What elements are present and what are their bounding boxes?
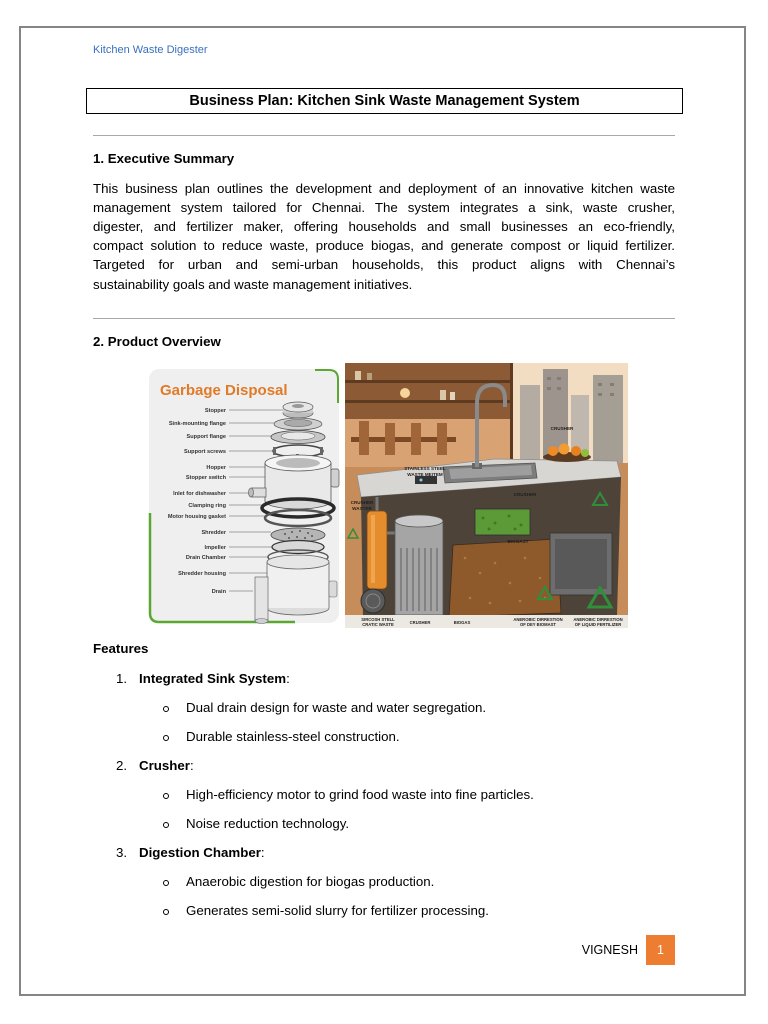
drain-cover (361, 589, 385, 613)
document-title-text: Business Plan: Kitchen Sink Waste Management System (189, 93, 580, 109)
feature-bullet-text: High-efficiency motor to grind food waste into fine particles. (186, 786, 534, 802)
feature-title-suffix: : (190, 757, 194, 773)
illustration-label: BIOGAST (507, 539, 529, 544)
part-stopper (283, 402, 313, 418)
feature-title-text: Digestion Chamber (139, 845, 261, 861)
paragraph-line: management system tailored for Chennai. The system integrates a sink, waste crusher, (93, 199, 675, 215)
illustration-label: CRUSHER (350, 500, 374, 505)
hollow-bullet-icon (163, 793, 169, 799)
feature-bullet (0, 693, 768, 722)
feature-bullet (0, 780, 768, 809)
feature-title-suffix: : (260, 845, 265, 861)
diagram-label: Support screws (184, 449, 226, 455)
feature-title-text: Crusher (139, 757, 190, 773)
hollow-bullet-icon (163, 735, 169, 741)
part-stopper-switch (331, 469, 339, 487)
diagram-label: Inlet for dishwasher (173, 491, 226, 497)
kitchen-interior (345, 363, 510, 467)
hollow-bullet-icon (163, 909, 169, 915)
document-title (86, 88, 683, 114)
feature-bullet-text: Durable stainless-steel construction. (186, 728, 400, 744)
part-drain-pipe (255, 577, 268, 624)
part-shredder-housing (267, 555, 337, 615)
executive-summary-paragraph (93, 179, 675, 294)
feature-item (0, 751, 768, 780)
illustration-label: ANEROBIC DIRRESTION (573, 617, 623, 622)
filter-cylinder (395, 515, 443, 615)
feature-title-text: Integrated Sink System (139, 670, 287, 686)
feature-bullet-text: Generates semi-solid slurry for fertilizer processing. (186, 903, 489, 919)
illustration-label: WASTER (352, 506, 372, 511)
illustration-label: SIRCOSH STELL (361, 617, 395, 622)
diagram-label: Support flange (186, 434, 226, 440)
diagram-label: Shredder housing (178, 571, 226, 577)
soil-tray (449, 539, 561, 617)
hollow-bullet-icon (163, 706, 169, 712)
page-number-badge (646, 935, 675, 965)
illustration-label: ANEROBIC DIRRESTION (513, 617, 563, 622)
running-header: Kitchen Waste Digester (93, 44, 208, 56)
diagram-title: Garbage Disposal (160, 382, 288, 399)
page-number: 1 (657, 943, 664, 957)
part-sink-mounting-flange (274, 418, 322, 430)
right-compartment (550, 533, 612, 595)
kitchen-system-illustration (345, 363, 628, 628)
features-heading: Features (93, 641, 149, 656)
diagram-label: Stopper (204, 408, 226, 414)
paragraph-line: This business plan outlines the development and deployment of an innovative kitchen waste (93, 180, 675, 196)
garbage-disposal-diagram (145, 363, 345, 628)
control-panel (415, 476, 437, 484)
paragraph-line: Targeted for urban and semi-urban households, this product aligns with Chennai’s (93, 257, 675, 273)
hollow-bullet-icon (163, 822, 169, 828)
part-dishwasher-inlet (249, 488, 267, 497)
horizontal-rule (93, 318, 675, 319)
green-compartment (475, 509, 530, 535)
feature-bullet-text: Dual drain design for waste and water segregation. (186, 699, 487, 715)
section-heading-product-overview: 2. Product Overview (93, 334, 221, 349)
feature-title (139, 751, 194, 780)
illustration-label: CRUSHER (409, 620, 431, 625)
illustration-label: BIOGAS (453, 620, 471, 625)
feature-title (139, 838, 265, 867)
feature-bullet (0, 722, 768, 751)
paragraph-line: compact solution to reduce waste, produce biogas, and generate compost or liquid fertilizer. (93, 238, 675, 254)
illustration-label: CRATIC WASTE (362, 622, 394, 627)
feature-bullet-text: Anaerobic digestion for biogas production. (186, 874, 435, 890)
features-list (0, 664, 768, 926)
diagram-label: Stopper switch (185, 475, 226, 481)
diagram-label: Drain (211, 589, 226, 595)
footer-author: VIGNESH (581, 943, 638, 957)
feature-number: 3. (116, 845, 128, 861)
part-support-flange (271, 431, 325, 444)
illustration-label: CRUSHER (513, 492, 537, 497)
feature-bullet-text: Noise reduction technology. (186, 815, 350, 831)
feature-bullet (0, 867, 768, 896)
diagram-label: Drain Chamber (185, 555, 226, 561)
diagram-label: Sink-mounting flange (168, 421, 226, 427)
feature-number: 1. (116, 670, 128, 686)
garbage-disposal-svg (145, 363, 345, 628)
diagram-label: Impeller (204, 545, 226, 551)
kitchen-system-svg (345, 363, 628, 628)
feature-number: 2. (116, 757, 128, 773)
diagram-label: Shredder (201, 530, 226, 536)
hollow-bullet-icon (163, 880, 169, 886)
illustration-label: OF DEY BIOMAST (520, 622, 556, 627)
illustration-label: CRUSHER (550, 426, 574, 431)
paragraph-line: digester, and fertilizer maker, offering households and small businesses an eco-friendly, (93, 218, 675, 234)
illustration-label: OF LIQUID FERTILIZER (574, 622, 622, 627)
horizontal-rule (93, 135, 675, 136)
feature-item (0, 664, 768, 693)
paragraph-line: sustainability goals and waste management initiatives. (93, 276, 413, 292)
feature-bullet (0, 809, 768, 838)
section-heading-executive-summary: 1. Executive Summary (93, 151, 235, 166)
feature-bullet (0, 896, 768, 925)
diagram-label: Hopper (206, 465, 226, 471)
diagram-label: Motor housing gasket (167, 514, 226, 520)
illustration-label: WASTE MEITEM (407, 472, 443, 477)
feature-item (0, 838, 768, 867)
diagram-label: Clamping ring (188, 503, 226, 509)
feature-title-suffix: : (286, 670, 290, 686)
illustration-label: STAINLESS STEEL (404, 466, 446, 471)
feature-title (139, 664, 290, 693)
